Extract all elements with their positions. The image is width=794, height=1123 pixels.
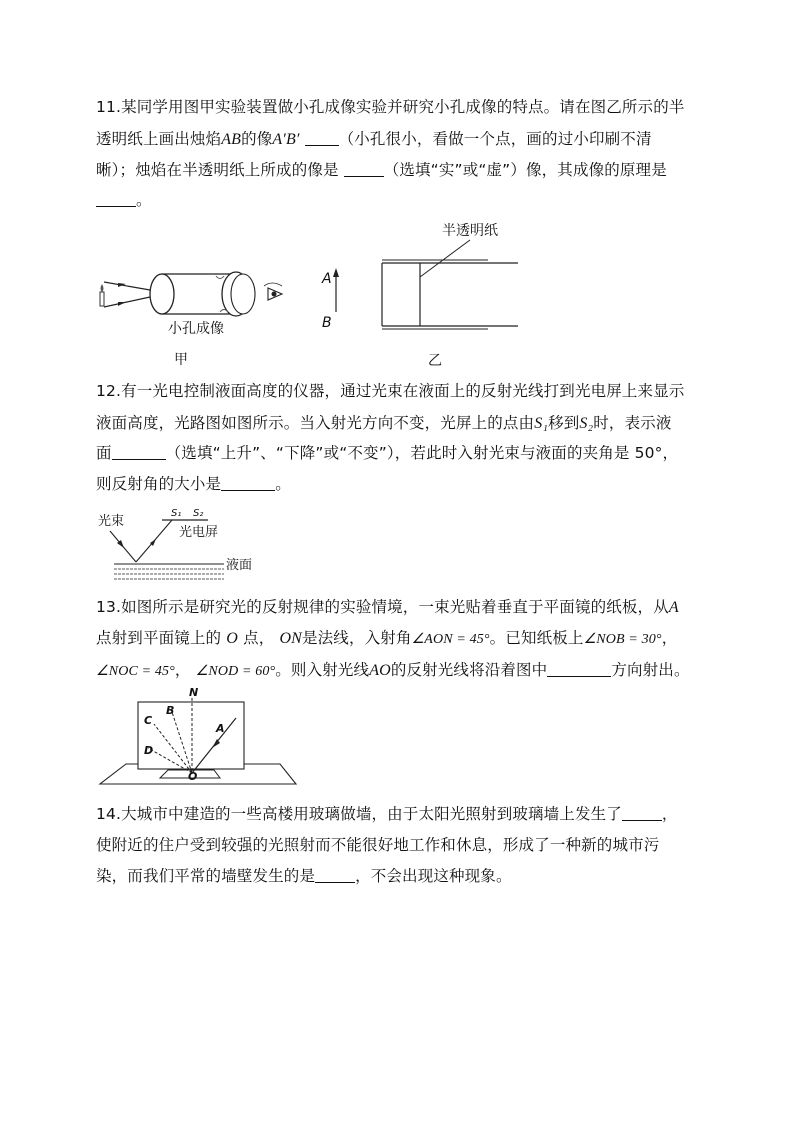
q12-s2: S₂ <box>579 415 594 432</box>
q12-s1: S₁ <box>534 415 549 432</box>
q11-text: （选填“实”或“虚”）像，其成像的原理是 <box>383 161 667 179</box>
q14-text: 染，而我们平常的墙壁发生的是 <box>96 867 316 885</box>
fig-beam-label: 光束 <box>98 514 125 529</box>
q11-line-4 <box>96 190 152 210</box>
q14-line-1 <box>96 804 678 824</box>
fig-screen-label: 光电屏 <box>179 525 219 540</box>
q11-blank-3[interactable] <box>96 191 136 207</box>
q13-line-1 <box>96 597 679 618</box>
q13-line-2 <box>96 628 677 650</box>
q12-blank-1[interactable] <box>112 444 166 460</box>
q12-text: 移到 <box>548 414 580 432</box>
q11-text: 。 <box>136 191 152 209</box>
q14-text: ，不会出现这种现象。 <box>355 867 512 885</box>
fig-jia-label: 甲 <box>174 352 188 368</box>
q13-line-3 <box>96 660 690 682</box>
q13-text: 。已知纸板上 <box>489 629 584 647</box>
q11-ab: AB <box>221 131 242 148</box>
q13-text: 是法线，入射角 <box>302 629 412 647</box>
q11-text: （小孔很小，看做一个点，画的过小印刷不清 <box>338 130 652 148</box>
fig-jia-caption: 小孔成像 <box>168 321 224 337</box>
q11-blank-1[interactable] <box>305 130 339 146</box>
fig-b-label: B <box>166 704 175 717</box>
q12-text: 时，表示液 <box>593 414 672 432</box>
q12-text: 。 <box>275 475 291 493</box>
fig-a-label: A <box>216 722 225 735</box>
q13-blank-1[interactable] <box>547 661 611 677</box>
q13-text: 点射到平面镜上的 <box>96 629 222 647</box>
q11-line-2 <box>96 129 652 150</box>
q11-line-1: 11.某同学用图甲实验装置做小孔成像实验并研究小孔成像的特点。请在图乙所示的半 <box>96 98 685 116</box>
q12-text: 液面高度，光路图如图所示。当入射光方向不变，光屏上的点由 <box>96 414 535 432</box>
q13-text: ， <box>661 629 678 647</box>
q13-on: ON <box>279 630 302 647</box>
q11-text: 透明纸上画出烛焰 <box>96 130 222 148</box>
q12-text: 面 <box>96 444 112 462</box>
fig-yi-a: A <box>322 271 332 287</box>
q13-angle-noc: ∠NOC = 45° <box>96 664 175 679</box>
q12-line-3 <box>96 443 678 463</box>
q13-ao: AO <box>369 662 391 679</box>
q12-line-4 <box>96 474 291 494</box>
q14-blank-1[interactable] <box>622 805 662 821</box>
q14-line-2: 使附近的住户受到较强的光照射而不能很好地工作和休息，形成了一种新的城市污 <box>96 836 660 854</box>
fig-s2-label: S₂ <box>193 508 204 519</box>
q13-text: 。则入射光线 <box>275 661 370 679</box>
q12-line-1: 12.有一光电控制液面高度的仪器，通过光束在液面上的反射光线打到光电屏上来显示 <box>96 382 685 400</box>
fig-s1-label: S₁ <box>171 508 182 519</box>
q13-angle-nod: ∠NOD = 60° <box>195 664 276 679</box>
q11-image-label: A′B′ <box>272 131 300 148</box>
q13-text: ， <box>174 661 191 679</box>
liquid-level-figure <box>96 505 266 587</box>
q13-o: O <box>226 630 238 647</box>
q14-text: 14.大城市中建造的一些高楼用玻璃做墙，由于太阳光照射到玻璃墙上发生了 <box>96 805 622 823</box>
q12-blank-2[interactable] <box>221 475 275 491</box>
fig-n-label: N <box>189 686 199 699</box>
reflection-figure <box>96 686 306 788</box>
q11-line-3 <box>96 160 667 180</box>
q13-a: A <box>668 599 679 616</box>
fig-yi-b: B <box>322 315 332 331</box>
q14-line-3 <box>96 866 512 886</box>
q11-text: 的像 <box>241 130 273 148</box>
fig-o-label: O <box>188 770 198 783</box>
q13-angle-nob: ∠NOB = 30° <box>583 632 662 647</box>
fig-liquid-label: 液面 <box>226 558 253 573</box>
q11-blank-2[interactable] <box>344 161 384 177</box>
q14-blank-2[interactable] <box>315 867 355 883</box>
q13-text: 的反射光线将沿着图中 <box>390 661 548 679</box>
q12-line-2 <box>96 413 672 434</box>
q12-text: （选填“上升”、“下降”或“不变”），若此时入射光束与液面的夹角是 50°， <box>165 444 679 462</box>
q14-text: ， <box>661 805 678 823</box>
q13-text: 方向射出。 <box>611 661 690 679</box>
q13-angle-aon: ∠AON = 45° <box>411 632 490 647</box>
pinhole-figure-jia <box>96 262 296 324</box>
q12-text: 则反射角的大小是 <box>96 475 222 493</box>
fig-c-label: C <box>144 714 153 727</box>
pinhole-figure-yi <box>316 220 526 340</box>
q13-text: 13.如图所示是研究光的反射规律的实验情境，一束光贴着垂直于平面镜的纸板，从 <box>96 598 669 616</box>
fig-d-label: D <box>144 744 154 757</box>
fig-yi-label: 乙 <box>428 353 442 369</box>
q11-text: 晰）；烛焰在半透明纸上所成的像是 <box>96 161 339 179</box>
fig-yi-paper-label: 半透明纸 <box>442 223 498 239</box>
q13-text: 点， <box>243 629 275 647</box>
